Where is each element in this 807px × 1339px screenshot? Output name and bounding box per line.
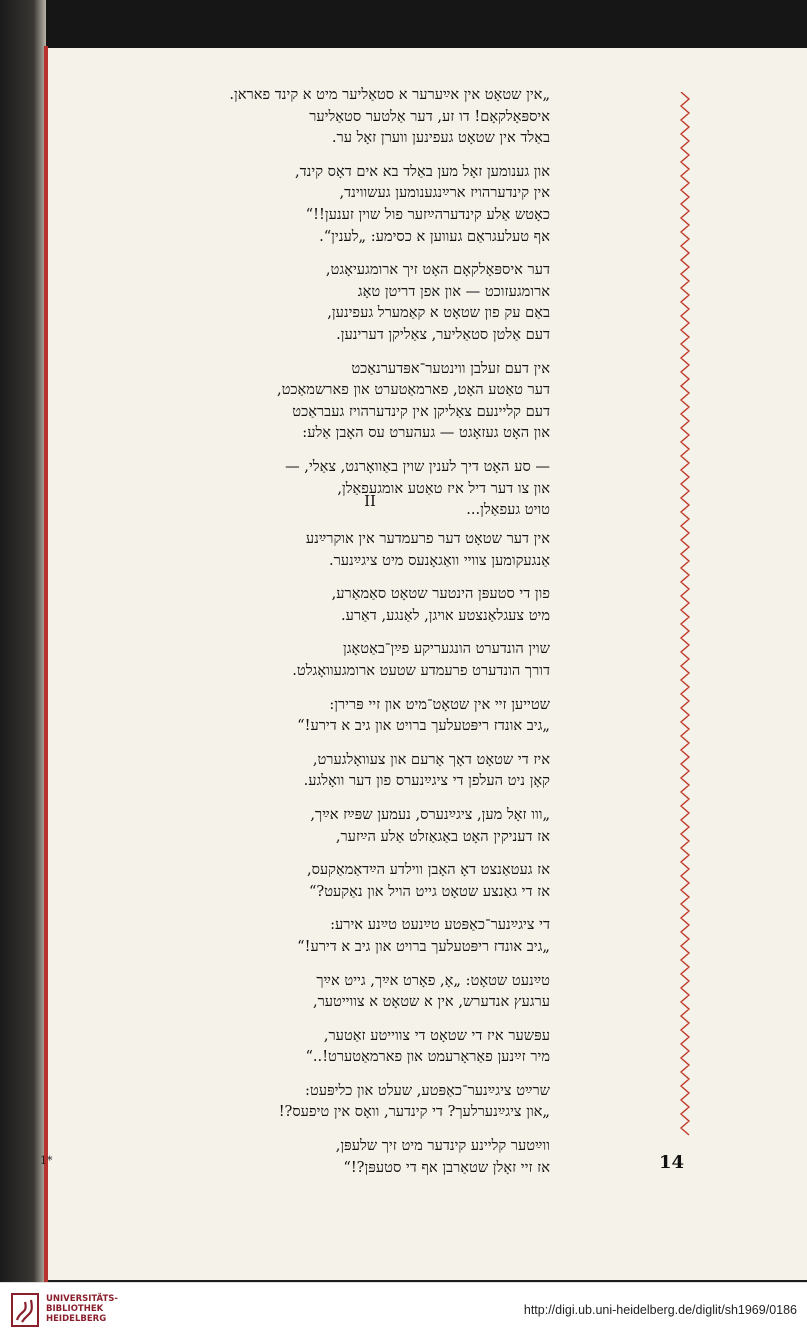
stanza <box>150 638 550 681</box>
book-gutter <box>0 0 48 1338</box>
section-number: II <box>364 492 376 510</box>
poem-line: טײַנעט שטאָט: „אָ, פאָרט אײַך, גייט אײַך <box>316 971 550 989</box>
stanza <box>150 1080 550 1123</box>
poem-line: און צו דער דיל איז טאַטע אומגעפאַלן, <box>337 479 550 497</box>
stanza <box>150 694 550 737</box>
stanza <box>150 456 550 521</box>
stanza <box>150 583 550 626</box>
poem-line: אז זיי זאָלן שטאַרבן אף די סטעפּן?!“ <box>343 1158 550 1176</box>
printer-signature: 1* <box>40 1154 53 1167</box>
poem-line: — סע האָט דיך לענין שוין באַוואָרנט, צאַלי, — <box>285 457 550 475</box>
poem-line: די ציגײַנער־כאַפּטע טײַנעט טײַנע אירע: <box>330 916 550 934</box>
poem-line: „און ציגײַנערלעך? די קינדער, וואָס אין טיפעס?! <box>278 1103 550 1121</box>
poem-line: „גיב אונדז ריפּטעלעך ברויט און גיב א דירע!“ <box>297 937 550 955</box>
source-url-link[interactable]: http://digi.ub.uni-heidelberg.de/diglit/sh1969/0186 <box>523 1303 797 1317</box>
poem-line: „גיב אונדז ריפּטעלעך ברויט און גיב א דירע!“ <box>297 717 550 735</box>
stanza <box>150 1025 550 1068</box>
poem-line: אַנגעקומען צוויי וואַגאָנעס מיט ציגײַנער. <box>328 551 550 569</box>
poem-line: פון די סטעפּן הינטער שטאָט סאַמאַרע, <box>331 585 550 603</box>
poem-line: שרײַט ציגײַנער־כאַפּטע, שעלט און כליפּעט: <box>305 1081 550 1099</box>
poem-line: איז די שטאָט דאָך אָרעם און צעוואָלגערט, <box>312 750 550 768</box>
poem-line: שטייען זיי אין שטאָט־מיט און זיי פּרירן: <box>329 695 550 713</box>
poem-line: באַלד אין שטאָט געפינען ווערן זאָל ער. <box>331 129 550 147</box>
poem-line: עפּשער איז די שטאָט די צווייטע זאַטער, <box>323 1026 550 1044</box>
poem-line: שוין הונדערט הונגעריקע פײַן־באַטאָגן <box>342 640 550 658</box>
poem-line: ארומגעזוכט — און אפן דריטן טאָג <box>357 282 550 300</box>
poem-line: טויט געפאַלן... <box>466 501 550 519</box>
decorative-zigzag-border <box>678 92 692 1142</box>
stanza <box>150 528 550 571</box>
stanza <box>150 1135 550 1178</box>
stanza <box>150 161 550 247</box>
poem-line: „אין שטאָט אין אײַערער א סטאַליער מיט א קינד פאראן. <box>229 86 550 103</box>
poem-line: דער טאַטע האָט, פארמאַטערט און פארשמאַכט, <box>276 381 550 399</box>
poem-line: און האָט געזאָגט — געהערט עס האָבן אַלע: <box>302 424 550 442</box>
poem-line: אז די גאַנצע שטאָט גייט הויל און נאַקעט?“ <box>308 882 550 900</box>
poem-line: דעם קליינעם צאַליקן אין קינדערהויז געבראַכט <box>292 402 550 420</box>
poem-line: „ווו זאָל מען, ציגײַנערס, נעמען שפּײַז אײַך, <box>310 805 550 823</box>
poem-part-two <box>150 528 550 1190</box>
poem-line: אז געטאַנצט דאָ האָבן ווילדע הײַדאַמאַקעס, <box>306 861 550 879</box>
stanza <box>150 970 550 1013</box>
poem-line: דורך הונדערט פרעמדע שטעט ארומגעוואָגלט. <box>292 661 550 679</box>
poem-part-one <box>150 84 550 533</box>
poem-line: דער איספּאָלקאָם האָט זיך ארומגעיאָגט, <box>325 261 550 279</box>
library-name: UNIVERSITÄTS- BIBLIOTHEK HEIDELBERG <box>46 1294 118 1324</box>
stanza <box>150 749 550 792</box>
stanza <box>150 859 550 902</box>
poem-line: דעם אַלטן סטאַליער, צאַליקן דערינען. <box>336 325 550 343</box>
poem-line: ווײַטער קליינע קינדער מיט זיך שלעפּן, <box>335 1137 550 1155</box>
poem-line: אין דעם זעלבן ווינטער־אפּדערנאַכט <box>351 359 550 377</box>
stanza <box>150 84 550 149</box>
stanza <box>150 914 550 957</box>
stanza <box>150 358 550 444</box>
poem-line: באַם עק פון שטאָט א קאַמערל געפינען, <box>327 304 550 322</box>
university-library-logo-icon <box>10 1292 40 1328</box>
poem-line: איספּאָלקאָם! דו זע, דער אַלטער סטאַליער <box>309 107 550 125</box>
page-edge <box>44 46 48 1282</box>
poem-line: מיר זײַנען פאַראָרעמט און פארמאַטערט!..“ <box>305 1048 550 1066</box>
poem-line: כאָטש אַלע קינדערהײַזער פול שוין זענען!!“ <box>305 205 550 223</box>
poem-line: אין דער שטאָט דער פרעמדער אין אוקרײַנע <box>305 530 550 547</box>
poem-line: און גענומען זאָל מען באַלד בא אים דאָס קינד, <box>294 162 550 180</box>
poem-line: אין קינדערהויז ארײַנגענומען געשווינד, <box>339 184 550 202</box>
stanza <box>150 804 550 847</box>
poem-line: קאָן ניט העלפן די ציגײַנערס פון דער וואָלגע. <box>303 772 550 790</box>
poem-line: אז דעניקין האָט באַגאַזלט אַלע הײַזער, <box>335 827 550 845</box>
scan-top-edge <box>46 0 807 48</box>
poem-line: מיט צעגלאַנצטע אויגן, לאַנגע, דאַרע. <box>340 606 550 624</box>
page-number: 14 <box>659 1152 685 1173</box>
stanza <box>150 259 550 345</box>
poem-line: אף טעלעגראַם געווען א כסימע: „לענין“. <box>319 227 550 245</box>
poem-line: ערגעץ אנדערש, אין א שטאָט א צווייטער, <box>312 993 550 1011</box>
